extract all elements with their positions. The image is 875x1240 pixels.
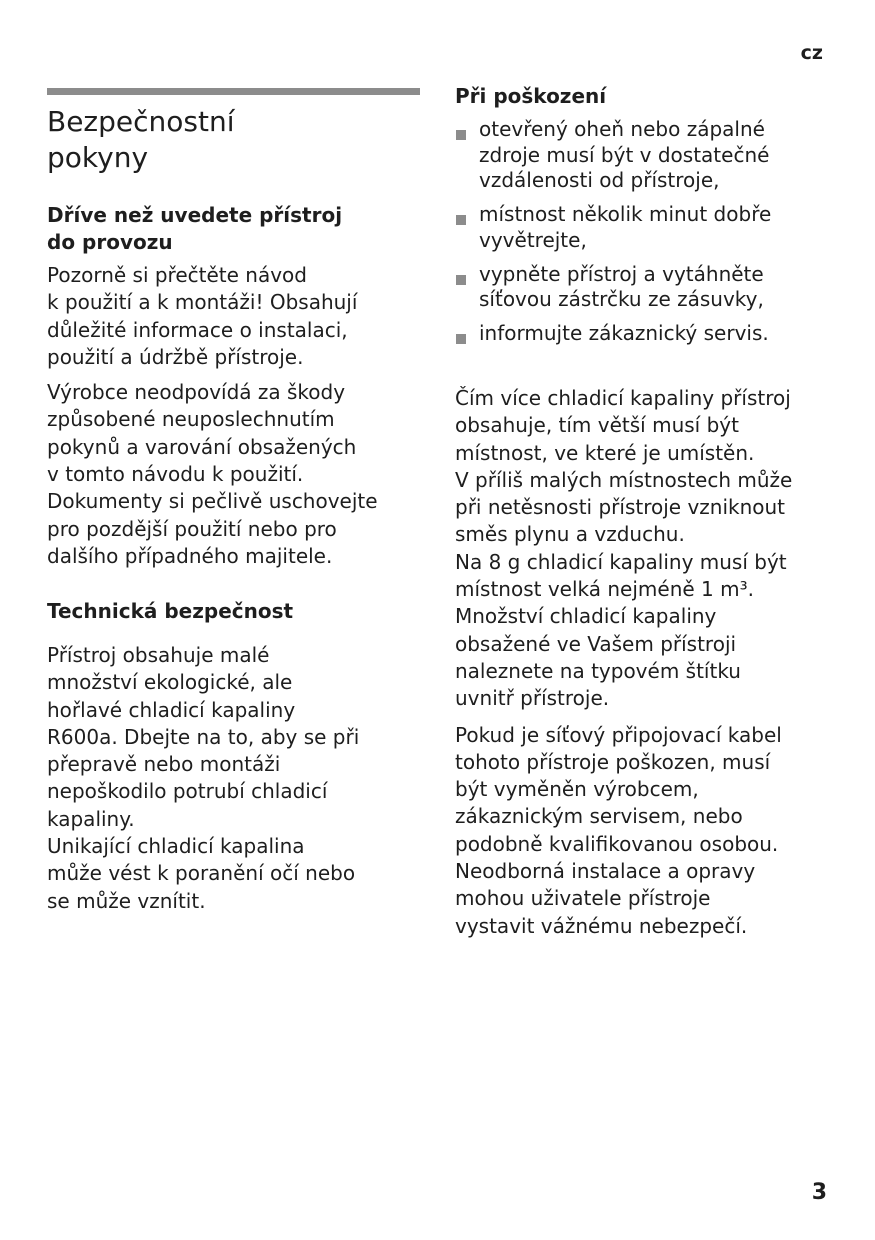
language-code: cz xyxy=(800,42,823,64)
section-if-damaged xyxy=(455,83,835,347)
paragraph-room-size: Čím více chladicí kapaliny přístroj obsahuje, tím větší musí být místnost, ve které je umístěn. V příliš malých místnostech může při netěsnosti přístroje vzniknout směs plynu a vzduchu. Na 8 g chladicí kapaliny musí být místnost velká nejméně 1 m³. Množství chladicí kapaliny obsažené ve Vašem přístroji naleznete na typovém štítku uvnitř přístroje. xyxy=(455,386,793,711)
list-item: vypněte přístroj a vytáhněte síťovou zástrčku ze zásuvky, xyxy=(455,262,835,313)
paragraph-refrigerant-info: Přístroj obsahuje malé množství ekologické, ale hořlavé chladicí kapaliny R600a. Dbejte na to, aby se při přepravě nebo montáži nepoškodilo potrubí chladicí kapaliny. Unikající chladicí kapalina může vést k poranění očí nebo se může vznítit. xyxy=(47,643,360,913)
title-rule xyxy=(47,88,420,95)
list-item: místnost několik minut dobře vyvětrejte, xyxy=(455,202,835,253)
section-before-operation xyxy=(47,202,427,570)
list-item: otevřený oheň nebo zápalné zdroje musí být v dostatečné vzdálenosti od přístroje, xyxy=(455,117,835,194)
page-title: Bezpečnostní pokyny xyxy=(47,105,235,174)
bullet-square-icon xyxy=(456,130,466,140)
list-item: informujte zákaznický servis. xyxy=(455,321,835,347)
section-heading-if-damaged: Při poškození xyxy=(455,84,607,108)
paragraph-read-instructions: Pozorně si přečtěte návod k použití a k montáži! Obsahují důležité informace o instalaci, použití a údržbě přístroje. xyxy=(47,263,358,369)
bullet-square-icon xyxy=(456,275,466,285)
page-number: 3 xyxy=(811,1180,827,1205)
damage-instructions-list xyxy=(455,117,835,347)
section-technical-safety xyxy=(47,598,427,915)
paragraph-damaged-cable: Pokud je síťový připojovací kabel tohoto přístroje poškozen, musí být vyměněn výrobcem, zákaznickým servisem, nebo podobně kvalifikovanou osobou. Neodborná instalace a opravy mohou uživatele přístroje vystavit vážnému nebezpečí. xyxy=(455,722,782,938)
section-refrigerant-room xyxy=(455,385,835,940)
bullet-square-icon xyxy=(456,334,466,344)
section-heading-before-operation: Dříve než uvedete přístroj do provozu xyxy=(47,203,343,254)
paragraph-manufacturer-liability: Výrobce neodpovídá za škody způsobené neuposlechnutím pokynů a varování obsažených v tomto návodu k použití. Dokumenty si pečlivě uschovejte pro pozdější použití nebo pro dalšího případného majitele. xyxy=(47,380,378,568)
section-heading-technical-safety: Technická bezpečnost xyxy=(47,599,294,623)
bullet-square-icon xyxy=(456,215,466,225)
